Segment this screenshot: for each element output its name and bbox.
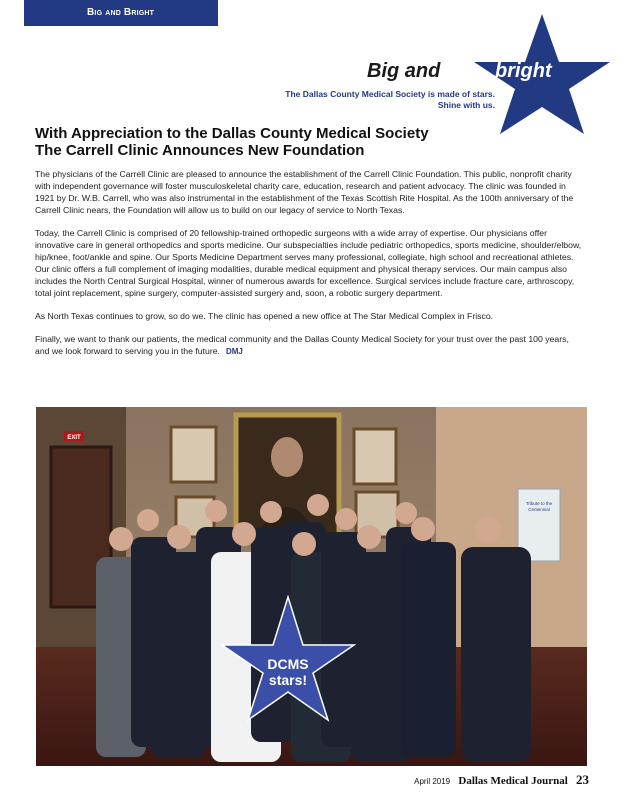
poster-text-1: Tribute to the — [525, 501, 553, 506]
signature-mark: DMJ — [225, 347, 243, 356]
star-text-2: stars! — [268, 672, 308, 688]
paragraph: As North Texas continues to grow, so do we. The clinic has opened a new office at The Star Medical Complex in Frisco. — [35, 311, 494, 321]
poster-text-2: Centennial — [528, 507, 550, 512]
section-tab: Big and Bright — [24, 0, 218, 26]
paragraph-text: Finally, we want to thank our patients, the medical community and the Dallas County Medical Society for your trust over the past 100 years, and we look forward to serving you in the future. — [35, 334, 569, 356]
article-body — [35, 168, 583, 369]
issue-date: April 2019 — [414, 777, 451, 786]
page-number: 23 — [576, 772, 589, 787]
tagline-line-1: The Dallas County Medical Society is made of stars. — [285, 89, 495, 99]
tagline-line-2: Shine with us. — [437, 100, 495, 110]
article-title — [35, 125, 595, 159]
masthead-big: Big and — [367, 60, 441, 82]
title-line-2: The Carrell Clinic Announces New Foundation — [35, 142, 365, 159]
star-text-1: DCMS — [267, 656, 309, 672]
paragraph: Today, the Carrell Clinic is comprised of 20 fellowship-trained orthopedic surgeons with a wide array of expertise. Our physicians offer innovative care in general orthopedics and sports medicine. Our subspecialties include pediatric orthopedics, sports medicine, shoulder/elbow, hip/knee, foot/ankle and spine. Our Sports Medicine Department serves many professional, collegiate, high school and recreational athletes. Our clinic offers a full complement of imaging modalities, durable medical equipment and physical therapy services. Our main campus also includes the North Central Surgical Hospital, winner of numerous awards for excellence. Surgical services include fracture care, arthroscopy, total joint replacement, spine surgery, computer-assisted surgery and, soon, a robotic surgery department. — [35, 228, 582, 298]
page-footer — [414, 772, 589, 788]
paragraph: The physicians of the Carrell Clinic are pleased to announce the establishment of the Carrell Clinic Foundation. This public, nonprofit charity with independent governance will foster musculoskeletal charity care, education, research and patient advocacy. The clinic was founded in 1921 by Dr. W.B. Carrell, who was also instrumental in the establishment of the Texas Scottish Rite Hospital. As the 100th anniversary of the Carrell Clinic nears, the Foundation will allow us to build on our legacy of service to North Texas. — [35, 169, 574, 215]
exit-sign-text: EXIT — [67, 435, 81, 441]
title-line-1: With Appreciation to the Dallas County Medical Society — [35, 125, 429, 142]
masthead-tagline — [285, 89, 495, 111]
group-photo — [36, 407, 587, 766]
masthead-bright: bright — [495, 60, 552, 82]
journal-name: Dallas Medical Journal — [458, 775, 568, 787]
paragraph-final — [35, 333, 583, 358]
